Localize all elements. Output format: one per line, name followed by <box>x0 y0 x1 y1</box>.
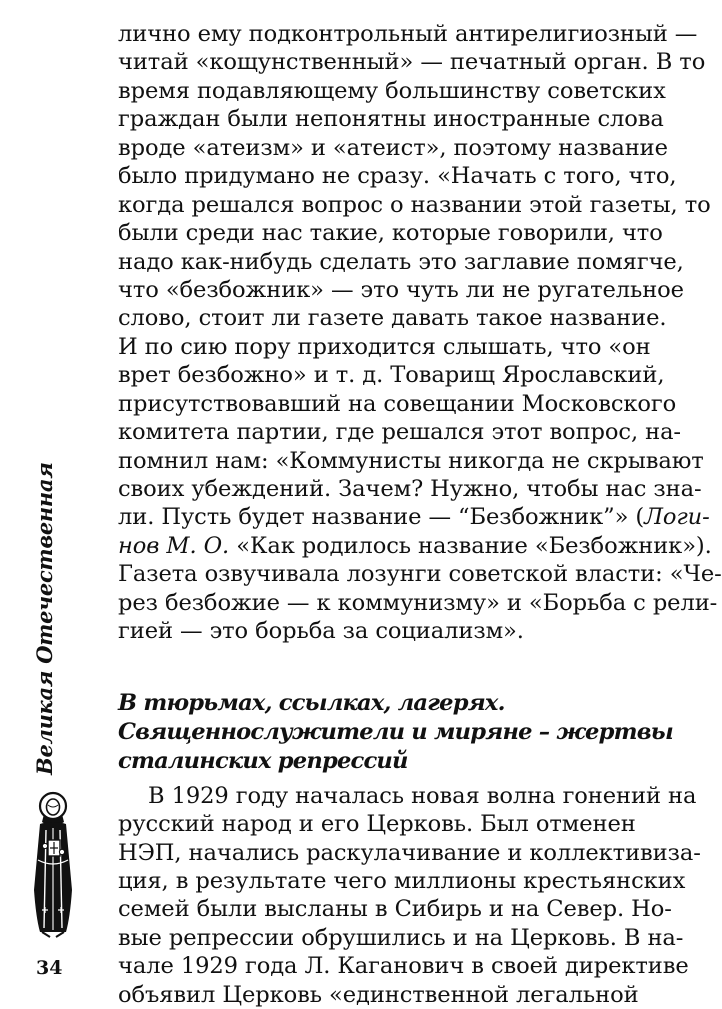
heading-line: сталинских репрессий <box>118 747 408 774</box>
text-line: когда решался вопрос о названии этой газеты, то <box>118 191 711 218</box>
text-line: вые репрессии обрушились и на Церковь. В на- <box>118 924 684 951</box>
text-line-with-citation <box>118 503 710 531</box>
citation-title: «Как родилось название «Безбожник»). <box>236 532 712 559</box>
text-line: слово, стоит ли газете давать такое название. <box>118 305 667 332</box>
text-line: врет безбожно» и т. д. Товарищ Ярославский, <box>118 362 665 389</box>
paragraph-1 <box>118 20 722 646</box>
text-line: помнил нам: «Коммунисты никогда не скрывают <box>118 447 704 474</box>
text-line: граждан были непонятны иностранные слова <box>118 106 664 133</box>
text-line: В 1929 году началась новая волна гонений на <box>148 782 697 809</box>
text-line: вроде «атеизм» и «атеист», поэтому название <box>118 134 668 161</box>
text-line: время подавляющему большинству советских <box>118 77 666 104</box>
text-line: ция, в результате чего миллионы крестьянских <box>118 867 686 894</box>
text-line: своих убеждений. Зачем? Нужно, чтобы нас зна- <box>118 476 702 502</box>
text-line-with-citation <box>118 532 712 560</box>
text-line: надо как-нибудь сделать это заглавие помягче, <box>118 248 684 275</box>
text-line: лично ему подконтрольный антирелигиозный — <box>118 21 698 47</box>
text-line: гией — это борьба за социализм». <box>118 618 524 645</box>
running-head <box>28 462 68 775</box>
text-line: что «безбожник» — это чуть ли не ругательное <box>118 276 684 303</box>
page-number: 34 <box>36 957 63 979</box>
citation-author: Логи- <box>644 504 710 531</box>
text-line: чале 1929 года Л. Каганович в своей директиве <box>118 953 689 980</box>
text-line: рез безбожие — к коммунизму» и «Борьба с рели- <box>118 589 718 616</box>
text-line: русский народ и его Церковь. Был отменен <box>118 811 636 838</box>
page-body <box>118 20 722 1009</box>
saint-icon <box>26 790 80 940</box>
text-line: читай «кощунственный» — печатный орган. В то <box>118 49 706 76</box>
text-line: объявил Церковь «единственной легальной <box>118 981 639 1008</box>
heading-line: Священнослужители и миряне – жертвы <box>118 718 673 745</box>
heading-line: В тюрьмах, ссылках, лагерях. <box>118 689 505 716</box>
text-line-start: ли. Пусть будет название — “Безбожник”» ( <box>118 504 645 531</box>
section-heading <box>118 689 673 776</box>
text-line: семей были высланы в Сибирь и на Север. Но- <box>118 896 672 923</box>
text-line: Газета озвучивала лозунги советской власти: «Че- <box>118 561 722 588</box>
text-line: И по сию пору приходится слышать, что «он <box>118 333 651 360</box>
paragraph-2 <box>118 782 701 1009</box>
text-line: были среди нас такие, которые говорили, что <box>118 220 663 247</box>
running-head-text: Великая Отечественная <box>32 462 57 775</box>
text-line: НЭП, начались раскулачивание и коллективиза- <box>118 839 701 866</box>
citation-author: нов М. О. <box>118 532 230 559</box>
text-line: было придумано не сразу. «Начать с того, что, <box>118 163 677 190</box>
text-line: комитета партии, где решался этот вопрос, на- <box>118 419 681 446</box>
text-line: присутствовавший на совещании Московского <box>118 390 677 417</box>
